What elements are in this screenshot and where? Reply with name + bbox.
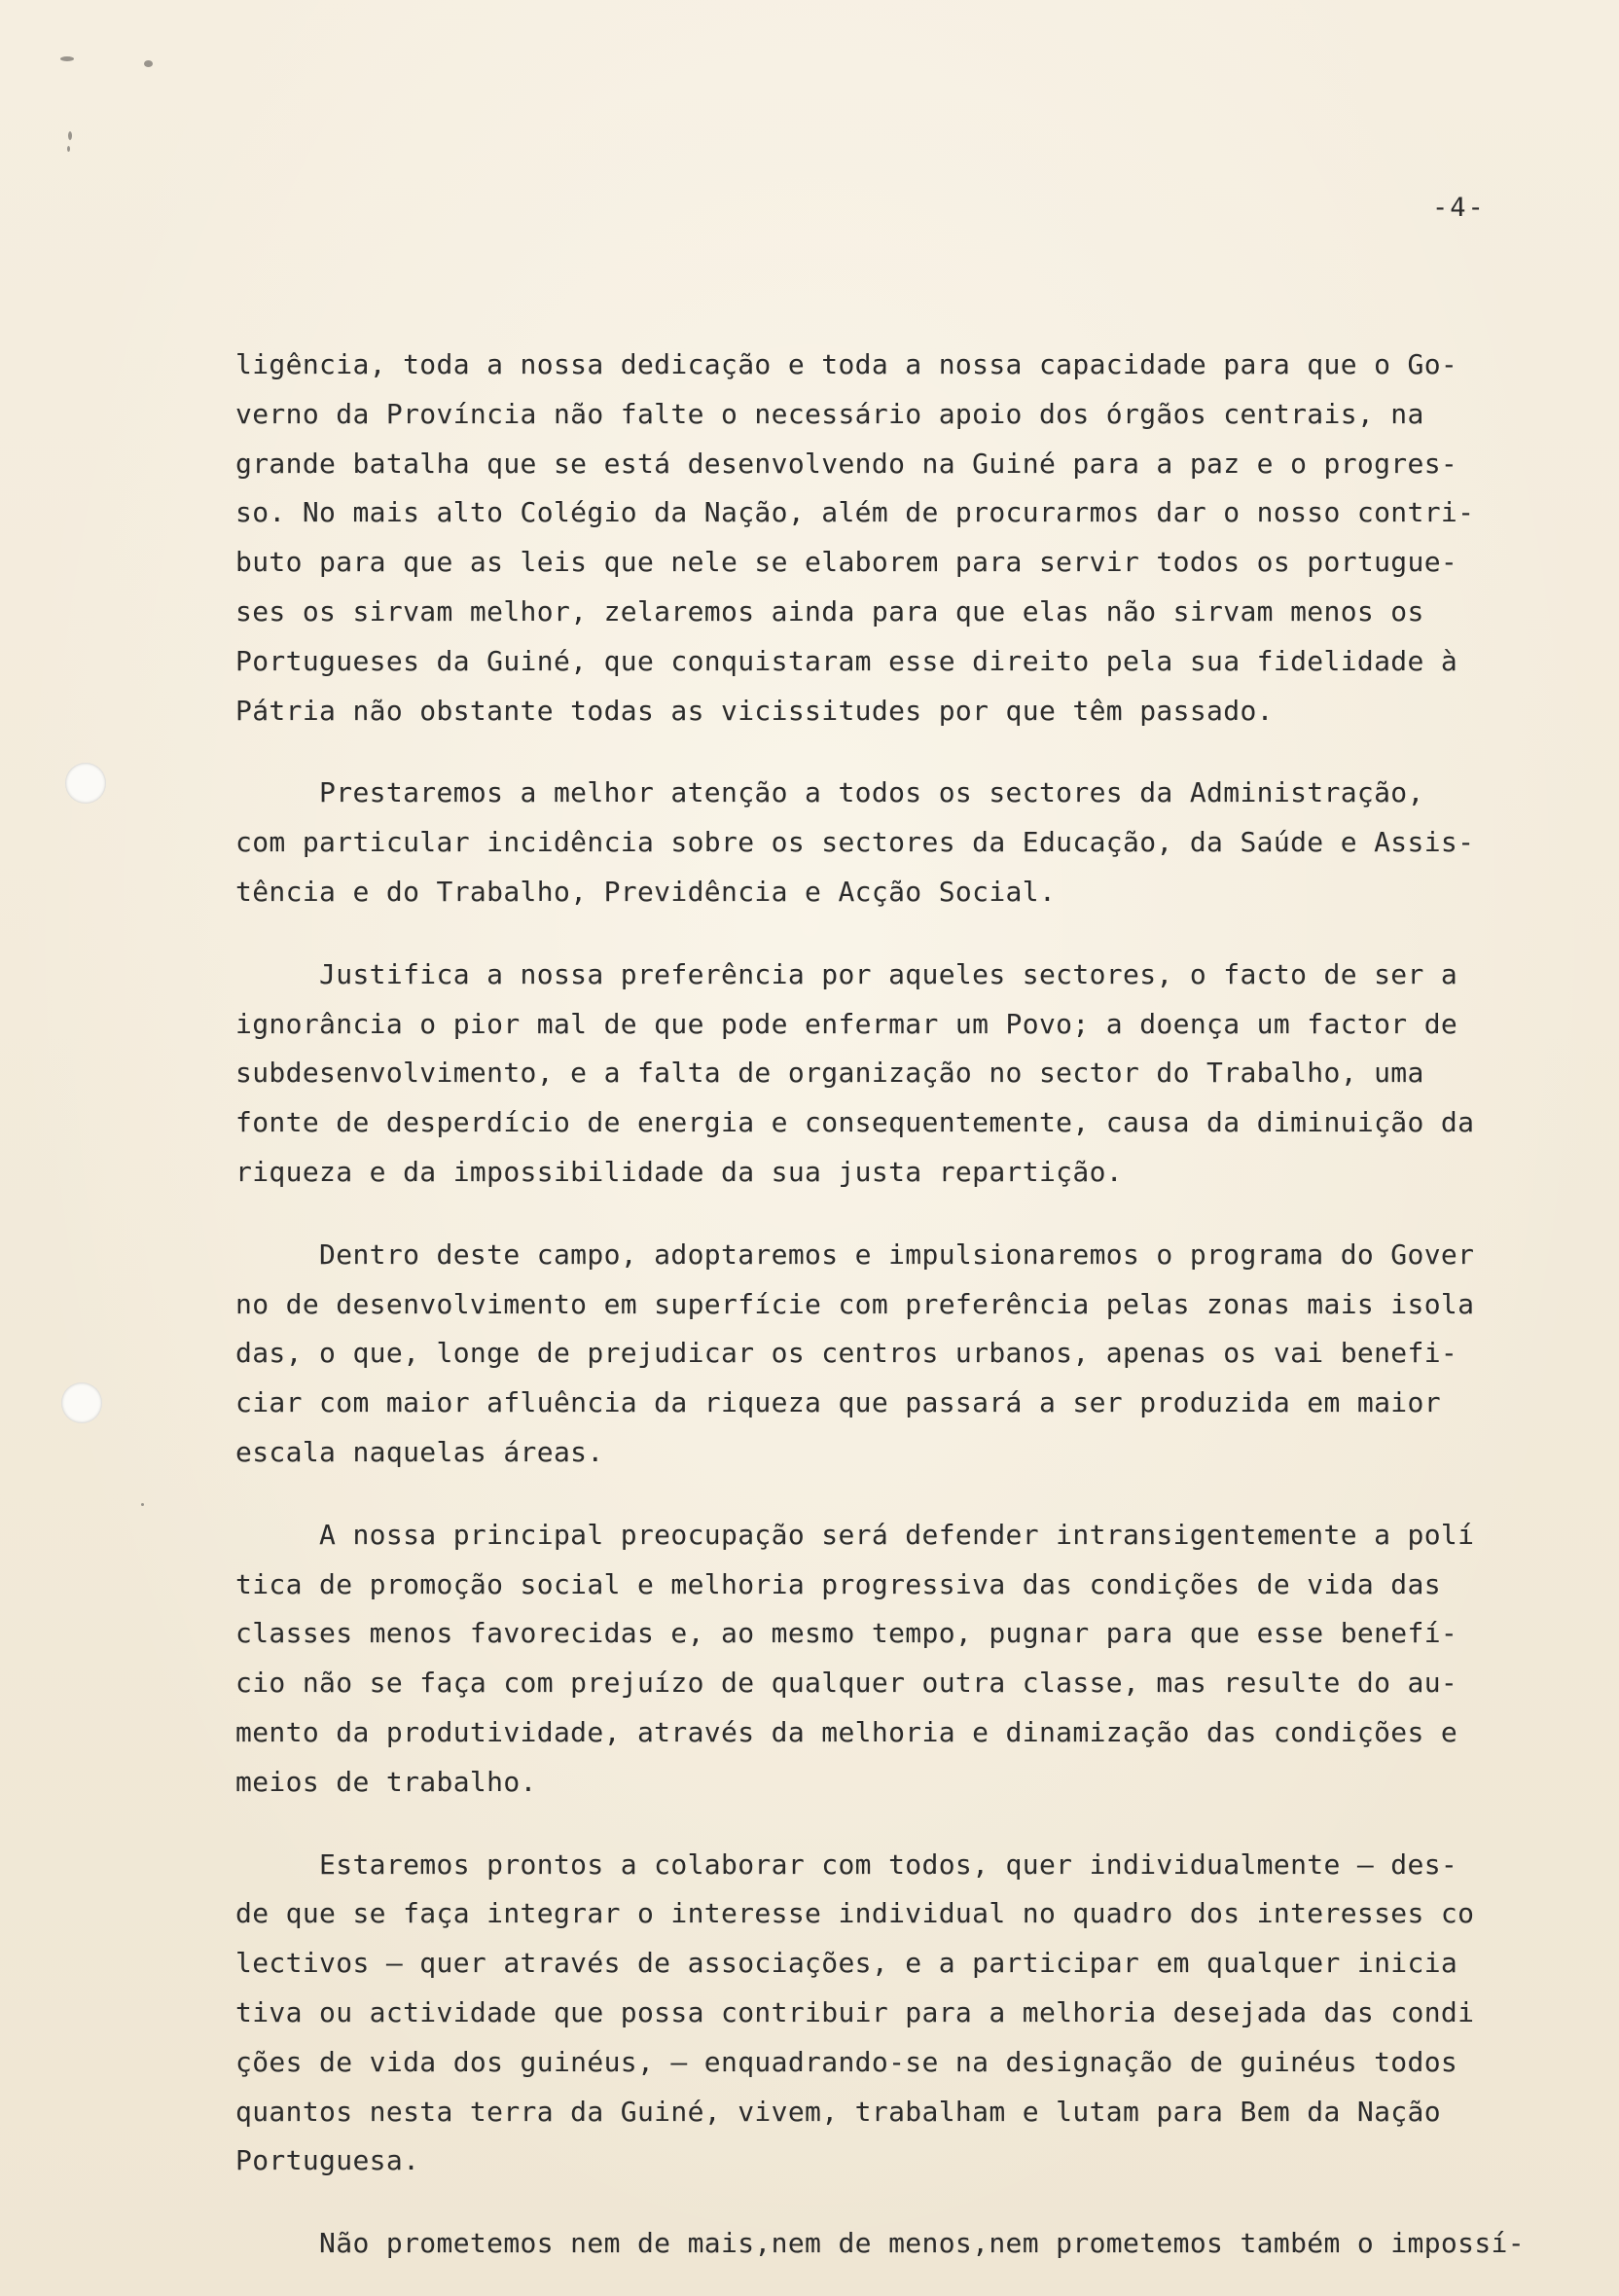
text-line: tência e do Trabalho, Previdência e Acção Social. [235, 875, 1057, 908]
text-line: meios de trabalho. [235, 1765, 537, 1798]
paragraph [235, 1511, 1539, 1808]
paper-speck [60, 56, 74, 61]
paragraph [235, 951, 1539, 1198]
paper-speck [141, 1503, 144, 1506]
text-line: ções de vida dos guinéus, — enquadrando-se na designação de guinéus todos [235, 2045, 1458, 2078]
text-line: buto para que as leis que nele se elaborem para servir todos os portugue- [235, 546, 1458, 579]
text-line: mento da produtividade, através da melhoria e dinamização das condições e [235, 1715, 1458, 1748]
paragraph [235, 1231, 1539, 1478]
text-line: subdesenvolvimento, e a falta de organização no sector do Trabalho, uma [235, 1057, 1424, 1090]
text-line: verno da Província não falte o necessário apoio dos órgãos centrais, na [235, 397, 1424, 430]
text-line: ignorância o pior mal de que pode enfermar um Povo; a doença um factor de [235, 1007, 1458, 1040]
text-line: Portugueses da Guiné, que conquistaram esse direito pela sua fidelidade à [235, 644, 1458, 677]
text-line: Dentro deste campo, adoptaremos e impulsionaremos o programa do Gover [235, 1238, 1475, 1271]
text-line: tica de promoção social e melhoria progressiva das condições de vida das [235, 1567, 1441, 1600]
text-line: Não prometemos nem de mais,nem de menos,nem prometemos também o impossí- [235, 2227, 1525, 2260]
text-line: ciar com maior afluência da riqueza que passará a ser produzida em maior [235, 1386, 1441, 1419]
text-line: grande batalha que se está desenvolvendo na Guiné para a paz e o progres- [235, 447, 1458, 480]
text-line: fonte de desperdício de energia e consequentemente, causa da diminuição da [235, 1106, 1475, 1139]
body-text [235, 341, 1539, 2296]
text-line: cio não se faça com prejuízo de qualquer outra classe, mas resulte do au- [235, 1667, 1458, 1700]
paper-speck [68, 131, 72, 140]
paragraph [235, 2219, 1539, 2269]
text-line: riqueza e da impossibilidade da sua justa repartição. [235, 1155, 1123, 1188]
text-line: no de desenvolvimento em superfície com preferência pelas zonas mais isola [235, 1287, 1475, 1320]
text-line: lectivos — quer através de associações, e a participar em qualquer inicia [235, 1947, 1458, 1980]
text-line: com particular incidência sobre os sectores da Educação, da Saúde e Assis- [235, 826, 1475, 859]
punch-hole-upper [65, 763, 106, 804]
text-line: escala naquelas áreas. [235, 1435, 604, 1468]
text-line: quantos nesta terra da Guiné, vivem, trabalham e lutam para Bem da Nação [235, 2095, 1441, 2128]
text-line: so. No mais alto Colégio da Nação, além de procurarmos dar o nosso contri- [235, 496, 1475, 529]
paper-speck [67, 146, 70, 152]
text-line: A nossa principal preocupação será defender intransigentemente a polí [235, 1518, 1475, 1551]
text-line: classes menos favorecidas e, ao mesmo tempo, pugnar para que esse benefí- [235, 1617, 1458, 1650]
paragraph [235, 1841, 1539, 2187]
text-line: de que se faça integrar o interesse individual no quadro dos interesses co [235, 1897, 1475, 1930]
text-line: Portuguesa. [235, 2144, 420, 2177]
text-line: das, o que, longe de prejudicar os centros urbanos, apenas os vai benefi- [235, 1337, 1458, 1370]
punch-hole-lower [61, 1382, 102, 1423]
text-line: ses os sirvam melhor, zelaremos ainda para que elas não sirvam menos os [235, 594, 1424, 628]
text-line: Justifica a nossa preferência por aqueles sectores, o facto de ser a [235, 957, 1458, 990]
text-line: tiva ou actividade que possa contribuir para a melhoria desejada das condi [235, 1995, 1475, 2028]
paper-speck [144, 60, 153, 67]
page-number: -4- [1432, 193, 1486, 223]
text-line: ligência, toda a nossa dedicação e toda a nossa capacidade para que o Go- [235, 348, 1458, 380]
text-line: Prestaremos a melhor atenção a todos os sectores da Administração, [235, 776, 1424, 809]
text-line: Pátria não obstante todas as vicissitudes por que têm passado. [235, 694, 1274, 727]
paragraph [235, 341, 1539, 735]
paragraph [235, 769, 1539, 916]
text-line: Estaremos prontos a colaborar com todos, quer individualmente — des- [235, 1848, 1458, 1881]
